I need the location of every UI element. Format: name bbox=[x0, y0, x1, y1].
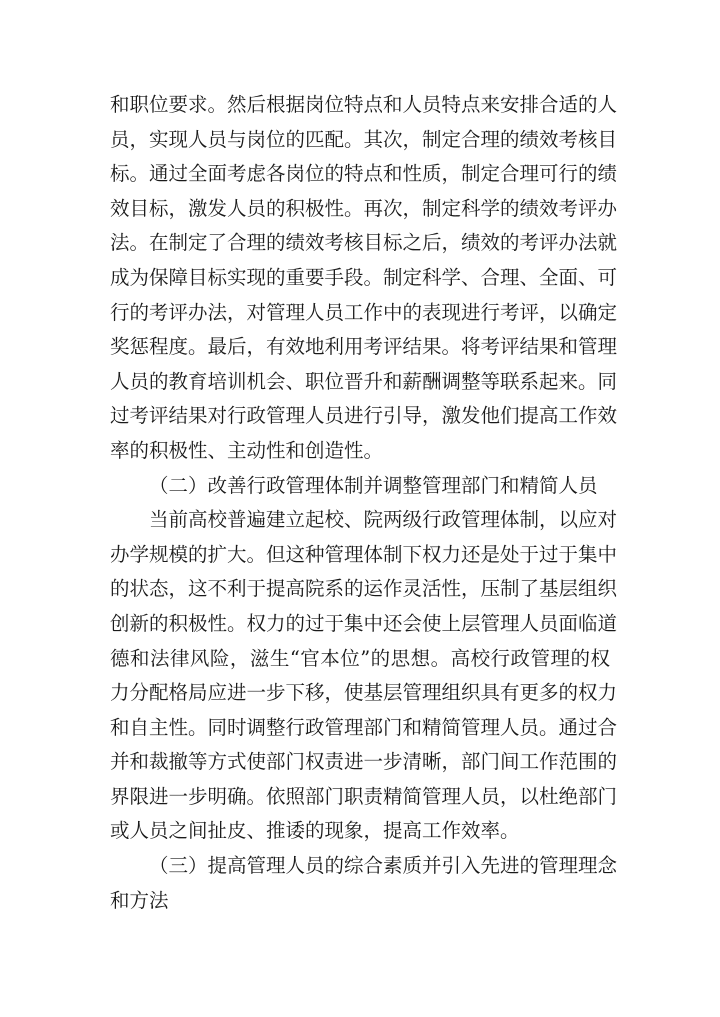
text-line: 和职位要求。然后根据岗位特点和人员特点来安排合适的人 bbox=[110, 93, 618, 116]
text-line: 标。通过全面考虑各岗位的特点和性质，制定合理可行的绩 bbox=[110, 162, 618, 186]
text-line: 率的积极性、主动性和创造性。 bbox=[110, 438, 384, 462]
text-line: （二）改善行政管理体制并调整管理部门和精简人员 bbox=[149, 473, 598, 497]
text-line: 办学规模的扩大。但这种管理体制下权力还是处于过于集中 bbox=[110, 542, 618, 566]
text-line: 奖惩程度。最后，有效地利用考评结果。将考评结果和管理 bbox=[110, 335, 618, 359]
text-line: 力分配格局应进一步下移，使基层管理组织具有更多的权力 bbox=[110, 681, 618, 705]
text-line: 过考评结果对行政管理人员进行引导，激发他们提高工作效 bbox=[110, 404, 618, 428]
text-line: 人员的教育培训机会、职位晋升和薪酬调整等联系起来。同 bbox=[110, 369, 618, 393]
text-line: 创新的积极性。权力的过于集中还会使上层管理人员面临道 bbox=[110, 611, 618, 635]
text-line: 成为保障目标实现的重要手段。制定科学、合理、全面、可 bbox=[110, 265, 618, 289]
text-line: 效目标，激发人员的积极性。再次，制定科学的绩效考评办 bbox=[110, 196, 618, 220]
text-line: 员，实现人员与岗位的匹配。其次，制定合理的绩效考核目 bbox=[110, 127, 618, 151]
text-line: 法。在制定了合理的绩效考核目标之后，绩效的考评办法就 bbox=[110, 231, 618, 255]
text-line: 并和裁撤等方式使部门权责进一步清晰，部门间工作范围的 bbox=[110, 750, 618, 774]
text-line: 和方法 bbox=[110, 888, 169, 912]
text-line: 当前高校普遍建立起校、院两级行政管理体制，以应对 bbox=[149, 508, 618, 532]
text-line: 和自主性。同时调整行政管理部门和精简管理人员。通过合 bbox=[110, 715, 618, 739]
text-line: 或人员之间扯皮、推诿的现象，提高工作效率。 bbox=[110, 819, 520, 843]
text-line: （三）提高管理人员的综合素质并引入先进的管理理念 bbox=[149, 854, 618, 878]
document-body bbox=[110, 88, 618, 918]
text-line: 行的考评办法，对管理人员工作中的表现进行考评，以确定 bbox=[110, 300, 618, 324]
text-line: 德和法律风险，滋生“官本位”的思想。高校行政管理的权 bbox=[110, 646, 610, 670]
text-line: 的状态，这不利于提高院系的运作灵活性，压制了基层组织 bbox=[110, 577, 618, 601]
text-line: 界限进一步明确。依照部门职责精简管理人员，以杜绝部门 bbox=[110, 784, 618, 808]
